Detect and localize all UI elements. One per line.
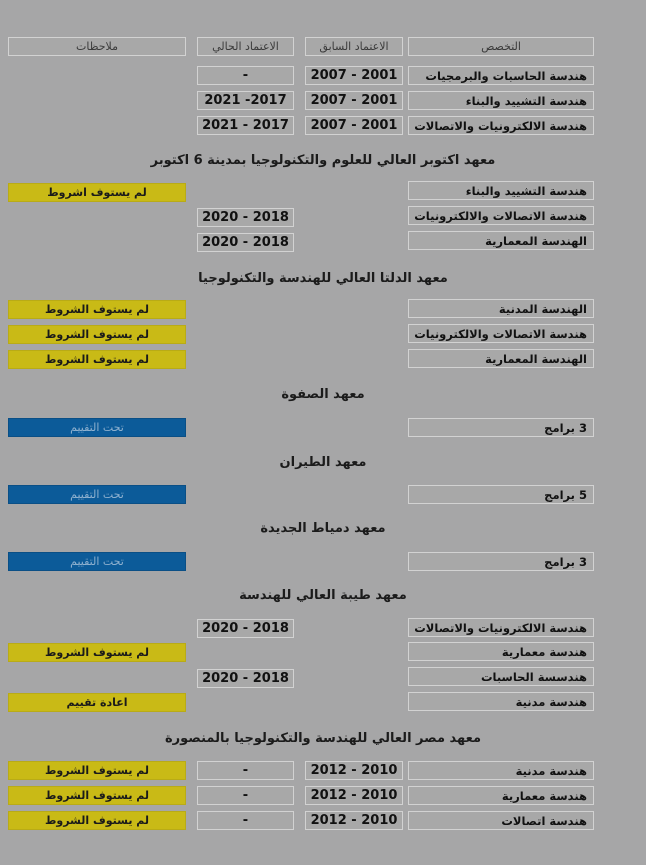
previous-accreditation-cell: 2007 - 2001 [305, 91, 403, 110]
previous-accreditation-cell: 2012 - 2010 [305, 761, 403, 780]
specialization-cell: هندسة معمارية [408, 786, 594, 805]
notes-cell: لم يستوف اشروط [8, 183, 186, 202]
notes-cell: اعادة تقييم [8, 693, 186, 712]
specialization-cell: هندسسة الحاسبات [408, 667, 594, 686]
notes-cell: تحت التقييم [8, 552, 186, 571]
header-current-accreditation: الاعتماد الحالي [197, 37, 294, 56]
specialization-cell: الهندسة المعمارية [408, 231, 594, 250]
specialization-cell: هندسة معمارية [408, 642, 594, 661]
institute-title: معهد مصر العالي للهندسة والتكنولوجيا بالمنصورة [164, 731, 481, 746]
previous-accreditation-cell: 2012 - 2010 [305, 811, 403, 830]
specialization-cell: هندسة التشييد والبناء [408, 181, 594, 200]
specialization-cell: 3 برامج [408, 552, 594, 571]
specialization-cell: 5 برامج [408, 485, 594, 504]
current-accreditation-cell: 2021 - 2017 [197, 116, 294, 135]
notes-cell: لم يستوف الشروط [8, 350, 186, 369]
specialization-cell: 3 برامج [408, 418, 594, 437]
current-accreditation-cell: - [197, 786, 294, 805]
current-accreditation-cell: 2021 -2017 [197, 91, 294, 110]
current-accreditation-cell: - [197, 811, 294, 830]
current-accreditation-cell: 2020 - 2018 [197, 669, 294, 688]
institute-title: معهد الطيران [279, 455, 367, 470]
specialization-cell: هندسة مدنية [408, 692, 594, 711]
notes-cell: لم يستوف الشروط [8, 761, 186, 780]
specialization-cell: الهندسة المعمارية [408, 349, 594, 368]
header-previous-accreditation: الاعتماد السابق [305, 37, 403, 56]
previous-accreditation-cell: 2007 - 2001 [305, 116, 403, 135]
current-accreditation-cell: 2020 - 2018 [197, 619, 294, 638]
specialization-cell: هندسة الالكترونيات والاتصالات [408, 116, 594, 135]
header-notes: ملاحظات [8, 37, 186, 56]
notes-cell: لم يستوف الشروط [8, 325, 186, 344]
institute-title: معهد الصفوة [281, 387, 365, 402]
specialization-cell: هندسة الاتصالات والالكترونيات [408, 324, 594, 343]
specialization-cell: هندسة الالكترونيات والاتصالات [408, 618, 594, 637]
previous-accreditation-cell: 2012 - 2010 [305, 786, 403, 805]
notes-cell: لم يستوف الشروط [8, 811, 186, 830]
current-accreditation-cell: - [197, 761, 294, 780]
institute-title: معهد اكتوبر العالي للعلوم والتكنولوجيا بمدينة 6 اكتوبر [150, 153, 496, 168]
specialization-cell: هندسة مدنية [408, 761, 594, 780]
institute-title: معهد الدلتا العالي للهندسة والتكنولوجيا [198, 271, 448, 286]
notes-cell: تحت التقييم [8, 485, 186, 504]
current-accreditation-cell: - [197, 66, 294, 85]
specialization-cell: هندسة اتصالات [408, 811, 594, 830]
institute-title: معهد طيبة العالي للهندسة [239, 588, 407, 603]
notes-cell: لم يستوف الشروط [8, 643, 186, 662]
specialization-cell: هندسة الحاسبات والبرمجيات [408, 66, 594, 85]
current-accreditation-cell: 2020 - 2018 [197, 208, 294, 227]
institute-title: معهد دمياط الجديدة [260, 521, 386, 536]
notes-cell: لم يستوف الشروط [8, 786, 186, 805]
notes-cell: لم يستوف الشروط [8, 300, 186, 319]
notes-cell: تحت التقييم [8, 418, 186, 437]
specialization-cell: هندسة التشييد والبناء [408, 91, 594, 110]
previous-accreditation-cell: 2007 - 2001 [305, 66, 403, 85]
header-specialization: التخصص [408, 37, 594, 56]
specialization-cell: الهندسة المدنية [408, 299, 594, 318]
specialization-cell: هندسة الاتصالات والالكترونيات [408, 206, 594, 225]
current-accreditation-cell: 2020 - 2018 [197, 233, 294, 252]
